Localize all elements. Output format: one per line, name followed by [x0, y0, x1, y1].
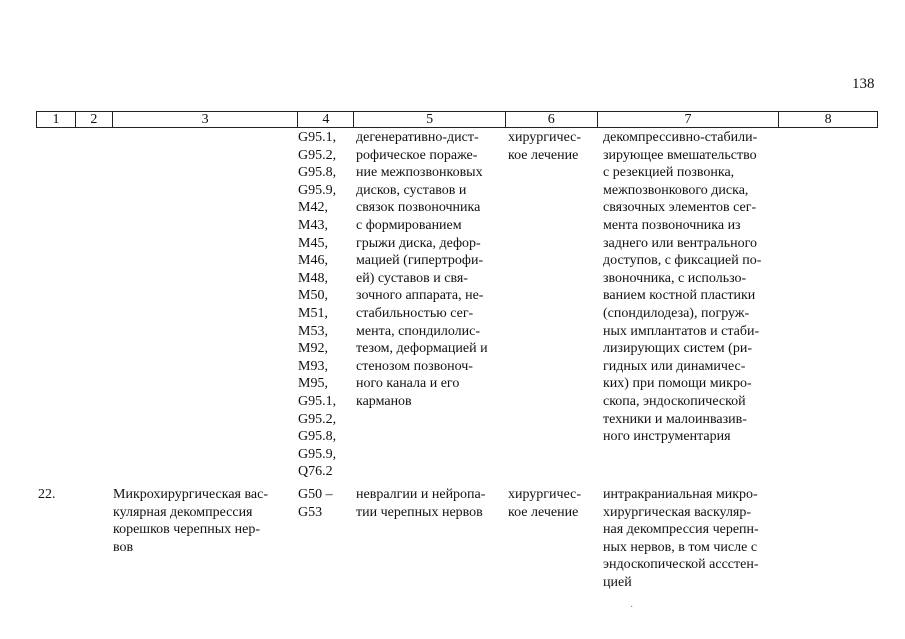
- treatment-method: декомпрессивно-стабили- зирующее вмешательство с резекцией позвонка, межпозвонкового диска, связочных элементов сег- мента позвоночника из заднего или вентрального доступов, с фиксацией по- звоночника, с использо- ванием костной пластики (спондилодеза), погруж- ных имплантатов и стаби- лизирующих систем (ри- гидных или динамичес- ких) при помощи микро- скопа, эндоскопической техники и малоинвазив- ного инструментария: [603, 130, 762, 445]
- header-col-4: 4: [298, 112, 354, 127]
- treatment-type: хирургичес- кое лечение: [508, 487, 582, 520]
- patient-model: невралгии и нейропа- тии черепных нервов: [356, 487, 486, 520]
- row-number: 22.: [38, 487, 56, 502]
- scan-speck: ·: [630, 602, 634, 613]
- header-col-7: 7: [598, 112, 780, 127]
- treatment-method: интракраниальная микро- хирургическая васкуляр- ная декомпрессия черепн- ных нервов, в том числе с эндоскопической ассстен- цией: [603, 487, 759, 590]
- table-header-row: [36, 111, 878, 128]
- patient-model: дегенеративно-дист- рофическое пораже- ние межпозвонковых дисков, суставов и связок позвоночника с формированием грыжи диска, дефор- мацией (гипертрофи- ей) суставов и свя- зочного аппарата, не- стабильностью сег- мента, спондилолис- тезом, деформацией и стенозом позвоноч- ного канала и его карманов: [356, 130, 488, 409]
- header-col-6: 6: [506, 112, 598, 127]
- header-col-2: 2: [76, 112, 113, 127]
- header-col-8: 8: [824, 112, 832, 127]
- page-number: 138: [852, 76, 875, 92]
- header-col-5: 5: [354, 112, 506, 127]
- diagnosis-codes: G95.1, G95.2, G95.8, G95.9, M42, M43, M45, M46, M48, M50, M51, M53, M92, M93, M95, G95.1, G95.2, G95.8, G95.9, Q76.2: [298, 130, 337, 480]
- header-col-3: 3: [113, 112, 299, 127]
- diagnosis-codes: G50 – G53: [298, 487, 333, 520]
- procedure-name: Микрохирургическая вас- кулярная декомпрессия корешков черепных нер- вов: [113, 487, 269, 555]
- treatment-type: хирургичес- кое лечение: [508, 130, 582, 163]
- header-col-1: 1: [37, 112, 76, 127]
